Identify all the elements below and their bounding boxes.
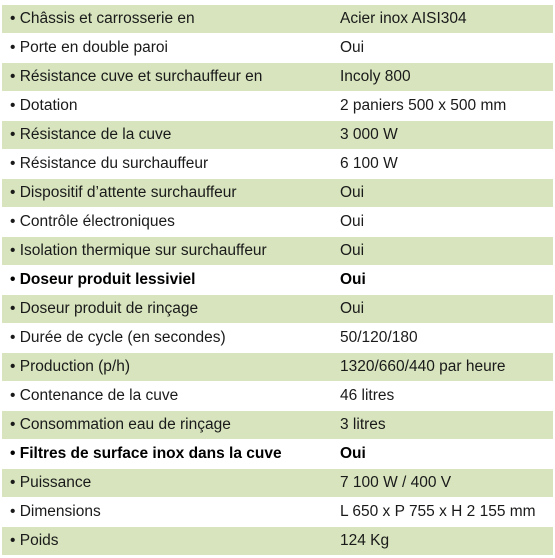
spec-value: L 650 x P 755 x H 2 155 mm <box>340 503 536 520</box>
spec-row <box>2 295 553 324</box>
spec-value: 3 litres <box>340 416 386 433</box>
spec-label: • Dispositif d’attente surchauffeur <box>10 184 237 201</box>
spec-row <box>2 382 553 411</box>
spec-value: Acier inox AISI304 <box>340 10 467 27</box>
spec-label: • Résistance de la cuve <box>10 126 172 143</box>
spec-value: 3 000 W <box>340 126 398 143</box>
spec-value: Oui <box>340 445 366 462</box>
spec-row <box>2 179 553 208</box>
spec-value: 124 Kg <box>340 532 390 549</box>
spec-label: • Résistance du surchauffeur <box>10 155 209 172</box>
spec-row <box>2 353 553 382</box>
spec-row <box>2 34 553 63</box>
spec-row <box>2 150 553 179</box>
spec-label: • Porte en double paroi <box>10 39 168 56</box>
spec-row <box>2 237 553 266</box>
spec-label: • Contenance de la cuve <box>10 387 179 404</box>
spec-value: Oui <box>340 39 365 56</box>
spec-table <box>2 4 553 556</box>
spec-row <box>2 498 553 527</box>
spec-value: Oui <box>340 184 365 201</box>
spec-label: • Isolation thermique sur surchauffeur <box>10 242 267 259</box>
spec-label: • Durée de cycle (en secondes) <box>10 329 226 346</box>
spec-value: Incoly 800 <box>340 68 411 85</box>
spec-label: • Dotation <box>10 97 78 114</box>
spec-row <box>2 527 553 556</box>
spec-label: • Résistance cuve et surchauffeur en <box>10 68 263 85</box>
spec-label: • Doseur produit lessiviel <box>10 271 196 288</box>
spec-row <box>2 208 553 237</box>
spec-value: Oui <box>340 242 365 259</box>
spec-label: • Puissance <box>10 474 92 491</box>
spec-value: 2 paniers 500 x 500 mm <box>340 97 507 114</box>
spec-row <box>2 324 553 353</box>
spec-value: 1320/660/440 par heure <box>340 358 506 375</box>
spec-row <box>2 411 553 440</box>
spec-row <box>2 63 553 92</box>
spec-label: • Doseur produit de rinçage <box>10 300 199 317</box>
spec-value: 7 100 W / 400 V <box>340 474 452 491</box>
spec-label: • Production (p/h) <box>10 358 131 375</box>
spec-row <box>2 5 553 34</box>
spec-label: • Consommation eau de rinçage <box>10 416 231 433</box>
spec-value: 50/120/180 <box>340 329 418 346</box>
spec-row <box>2 92 553 121</box>
spec-row <box>2 440 553 469</box>
spec-row <box>2 266 553 295</box>
spec-label: • Contrôle électroniques <box>10 213 175 230</box>
spec-label: • Dimensions <box>10 503 101 520</box>
spec-label: • Châssis et carrosserie en <box>10 10 195 27</box>
spec-value: Oui <box>340 213 365 230</box>
spec-value: Oui <box>340 300 365 317</box>
spec-value: 6 100 W <box>340 155 398 172</box>
spec-value: 46 litres <box>340 387 395 404</box>
spec-row <box>2 469 553 498</box>
spec-value: Oui <box>340 271 366 288</box>
spec-row <box>2 121 553 150</box>
spec-label: • Poids <box>10 532 59 549</box>
spec-label: • Filtres de surface inox dans la cuve <box>10 445 282 462</box>
